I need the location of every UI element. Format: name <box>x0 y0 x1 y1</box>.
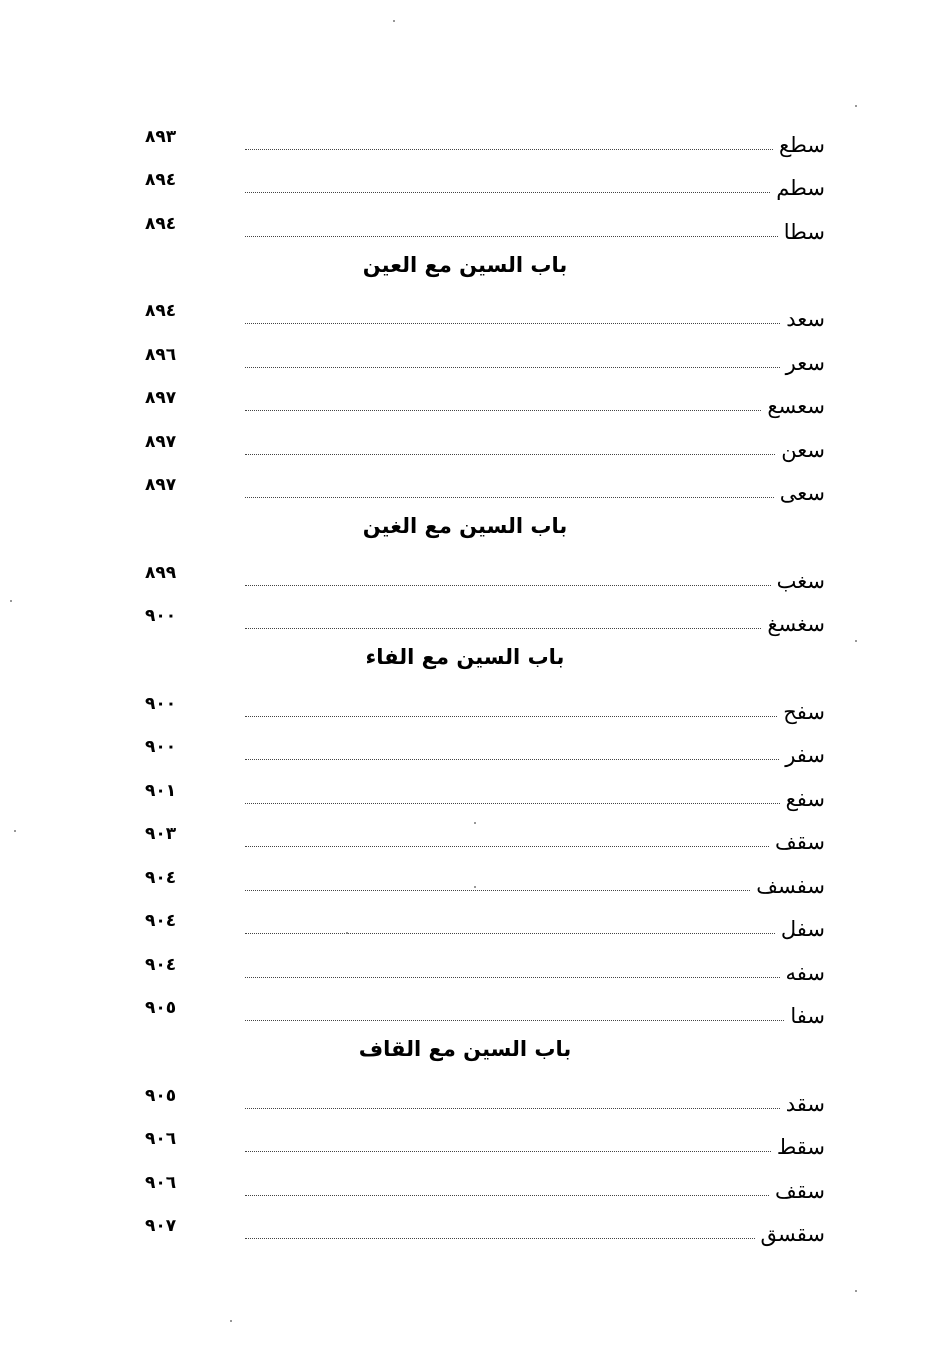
scan-speck <box>10 600 12 602</box>
dot-leader <box>245 628 761 629</box>
dot-leader <box>245 1151 771 1152</box>
entry-page-number: ٩٠٥ <box>145 1085 177 1106</box>
entry-page-number: ٨٩٧ <box>145 475 177 495</box>
entry-word: سطع <box>779 132 825 157</box>
scan-speck <box>855 640 857 642</box>
entry-page-number: ٩٠٤ <box>145 954 177 975</box>
scan-speck <box>346 932 348 934</box>
entry-word: سعى <box>779 481 825 505</box>
scan-speck <box>393 20 395 22</box>
scan-speck <box>230 1320 232 1322</box>
entry-word: سفع <box>785 786 825 811</box>
index-entry <box>145 723 825 767</box>
dot-leader <box>245 236 778 237</box>
scan-speck <box>474 822 476 824</box>
entry-page-number: ٩٠٦ <box>145 1129 177 1149</box>
dot-leader <box>245 585 771 586</box>
entry-page-number: ٩٠٧ <box>145 1216 177 1236</box>
index-page <box>145 112 825 1245</box>
dot-leader <box>245 149 773 150</box>
section-heading: باب السين مع الغين <box>362 514 568 538</box>
index-entry <box>145 461 825 505</box>
entry-word: سقد <box>785 1091 825 1116</box>
index-entry <box>145 1071 825 1115</box>
section-heading: باب السين مع العين <box>362 252 568 277</box>
entry-word: سقف <box>775 1178 825 1203</box>
entry-page-number: ٩٠٠ <box>145 606 177 626</box>
entry-page-number: ٨٩٤ <box>145 213 177 234</box>
entry-page-number: ٩٠٤ <box>145 911 177 931</box>
scan-speck <box>855 1290 857 1292</box>
index-entry <box>145 374 825 418</box>
index-entry <box>145 984 825 1028</box>
dot-leader <box>245 846 769 847</box>
index-entry <box>145 287 825 331</box>
entry-page-number: ٨٩٦ <box>145 344 177 365</box>
entry-word: سفا <box>790 1004 825 1028</box>
entry-word: سطم <box>776 176 825 200</box>
entry-word: سقط <box>776 1135 825 1159</box>
dot-leader <box>245 803 780 804</box>
entry-word: سقف <box>775 830 825 854</box>
entry-page-number: ٨٩٣ <box>145 126 177 147</box>
entry-word: سعن <box>781 437 825 462</box>
dot-leader <box>245 323 780 324</box>
entry-page-number: ٩٠٦ <box>145 1172 177 1193</box>
entry-word: سفسف <box>756 873 825 898</box>
dot-leader <box>245 1108 780 1109</box>
entry-page-number: ٩٠٤ <box>145 867 177 888</box>
entry-page-number: ٩٠٠ <box>145 693 177 714</box>
entry-word: سغب <box>776 568 825 593</box>
dot-leader <box>245 192 770 193</box>
entry-page-number: ٨٩٧ <box>145 388 177 408</box>
index-entry <box>145 548 825 592</box>
dot-leader <box>245 454 775 455</box>
dot-leader <box>245 716 777 717</box>
dot-leader <box>245 890 750 891</box>
entry-page-number: ٩٠١ <box>145 780 177 801</box>
dot-leader <box>245 759 779 760</box>
index-entry <box>145 330 825 374</box>
index-entry <box>145 853 825 897</box>
dot-leader <box>245 1020 784 1021</box>
entry-word: سغسغ <box>767 612 825 636</box>
entry-word: سقسق <box>760 1222 825 1246</box>
section-heading: باب السين مع القاف <box>358 1037 572 1061</box>
index-entry <box>145 810 825 854</box>
entry-word: سطا <box>783 219 825 244</box>
dot-leader <box>245 1238 755 1239</box>
entry-word: سفل <box>780 917 825 941</box>
index-entry <box>145 112 825 156</box>
entry-word: سعر <box>785 350 825 375</box>
index-entry <box>145 417 825 461</box>
entry-page-number: ٩٠٣ <box>145 824 177 844</box>
index-entry <box>145 897 825 941</box>
index-entry <box>145 766 825 810</box>
dot-leader <box>245 933 775 934</box>
entry-page-number: ٨٩٤ <box>145 301 177 321</box>
entry-word: سفح <box>783 699 825 724</box>
index-entry <box>145 940 825 984</box>
entry-page-number: ٨٩٧ <box>145 431 177 452</box>
dot-leader <box>245 367 780 368</box>
scan-speck <box>855 105 857 107</box>
entry-page-number: ٨٩٤ <box>145 170 177 190</box>
entry-word: سعسع <box>767 394 825 418</box>
dot-leader <box>245 1195 769 1196</box>
index-entry <box>145 1158 825 1202</box>
index-entry <box>145 679 825 723</box>
entry-page-number: ٩٠٥ <box>145 998 177 1018</box>
entry-page-number: ٩٠٠ <box>145 737 177 757</box>
index-entry <box>145 592 825 636</box>
index-entry <box>145 1202 825 1246</box>
dot-leader <box>245 497 774 498</box>
dot-leader <box>245 410 761 411</box>
scan-speck <box>14 830 16 832</box>
entry-word: سفه <box>785 960 825 985</box>
entry-word: سعد <box>786 307 825 331</box>
index-entry <box>145 156 825 200</box>
entry-page-number: ٨٩٩ <box>145 562 177 583</box>
section-heading: باب السين مع الفاء <box>365 645 565 669</box>
index-entry <box>145 199 825 243</box>
scan-speck <box>474 886 476 888</box>
entry-word: سفر <box>785 743 825 767</box>
index-entry <box>145 1115 825 1159</box>
dot-leader <box>245 977 780 978</box>
